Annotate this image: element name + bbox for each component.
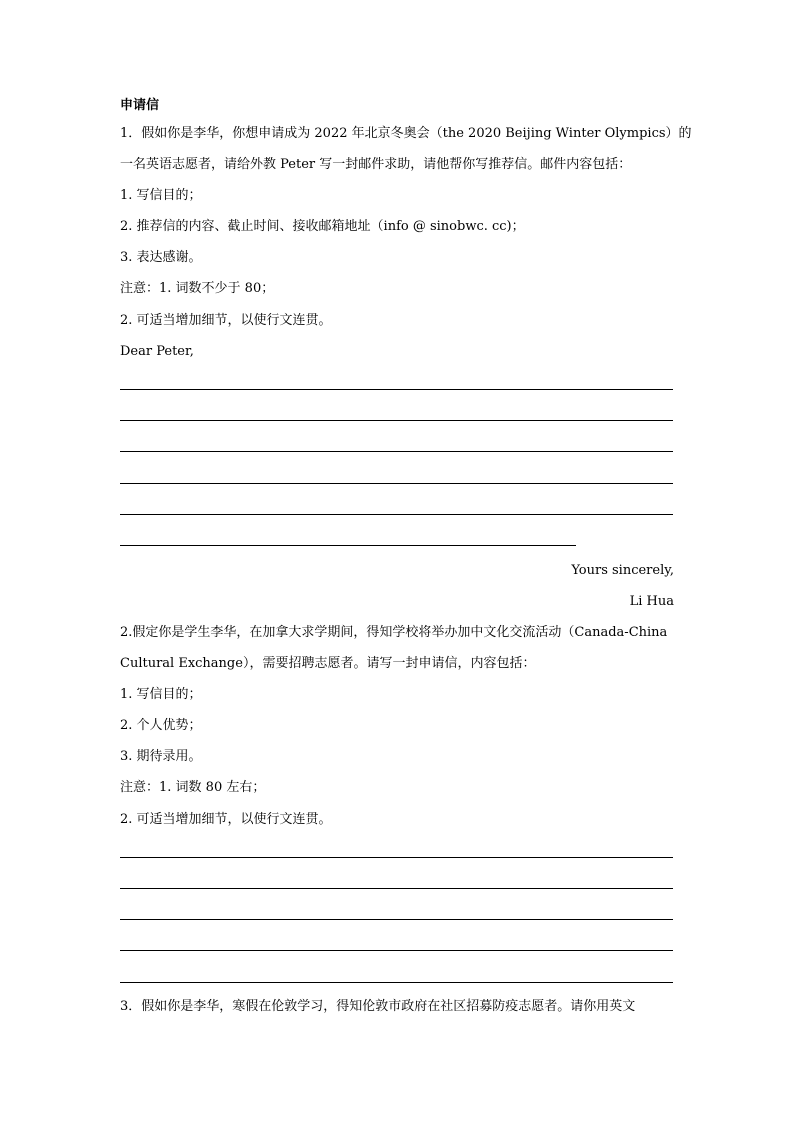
writing-line xyxy=(120,857,673,858)
q1-prompt-line-1: 1．假如你是李华，你想申请成为 2022 年北京冬奥会（the 2020 Beijing Winter Olympics）的 xyxy=(120,126,692,141)
section-title: 申请信 xyxy=(120,98,160,113)
q1-item-2: 2. 推荐信的内容、截止时间、接收邮箱地址（info @ sinobwc. cc)； xyxy=(120,219,525,234)
writing-line xyxy=(120,389,673,390)
q2-prompt-line-1: 2.假定你是学生李华，在加拿大求学期间，得知学校将举办加中文化交流活动（Canada-China xyxy=(120,625,668,640)
q2-note-1: 注意：1. 词数 80 左右； xyxy=(120,780,266,795)
q1-prompt-line-2: 一名英语志愿者，请给外教 Peter 写一封邮件求助，请他帮你写推荐信。邮件内容包括： xyxy=(120,157,632,172)
q2-item-3: 3. 期待录用。 xyxy=(120,749,202,764)
writing-line xyxy=(120,950,673,951)
writing-line xyxy=(120,888,673,889)
q1-note-1: 注意：1. 词数不少于 80； xyxy=(120,281,275,296)
q3-prompt-line-1: 3．假如你是李华，寒假在伦敦学习，得知伦敦市政府在社区招募防疫志愿者。请你用英文 xyxy=(120,999,636,1014)
q1-item-3: 3. 表达感谢。 xyxy=(120,250,202,265)
q2-item-2: 2. 个人优势； xyxy=(120,718,202,733)
q1-greeting: Dear Peter, xyxy=(120,344,194,359)
writing-line xyxy=(120,919,673,920)
writing-line xyxy=(120,420,673,421)
q1-signature: Li Hua xyxy=(629,594,674,609)
q2-item-1: 1. 写信目的； xyxy=(120,687,202,702)
q2-note-2: 2. 可适当增加细节，以使行文连贯。 xyxy=(120,812,332,827)
writing-line xyxy=(120,982,673,983)
q1-note-2: 2. 可适当增加细节，以使行文连贯。 xyxy=(120,313,332,328)
writing-line xyxy=(120,451,673,452)
q1-item-1: 1. 写信目的； xyxy=(120,188,202,203)
q1-closing: Yours sincerely, xyxy=(571,563,674,578)
writing-line xyxy=(120,483,673,484)
writing-line xyxy=(120,545,576,546)
q2-prompt-line-2: Cultural Exchange），需要招聘志愿者。请写一封申请信，内容包括： xyxy=(120,656,536,671)
writing-line xyxy=(120,514,673,515)
